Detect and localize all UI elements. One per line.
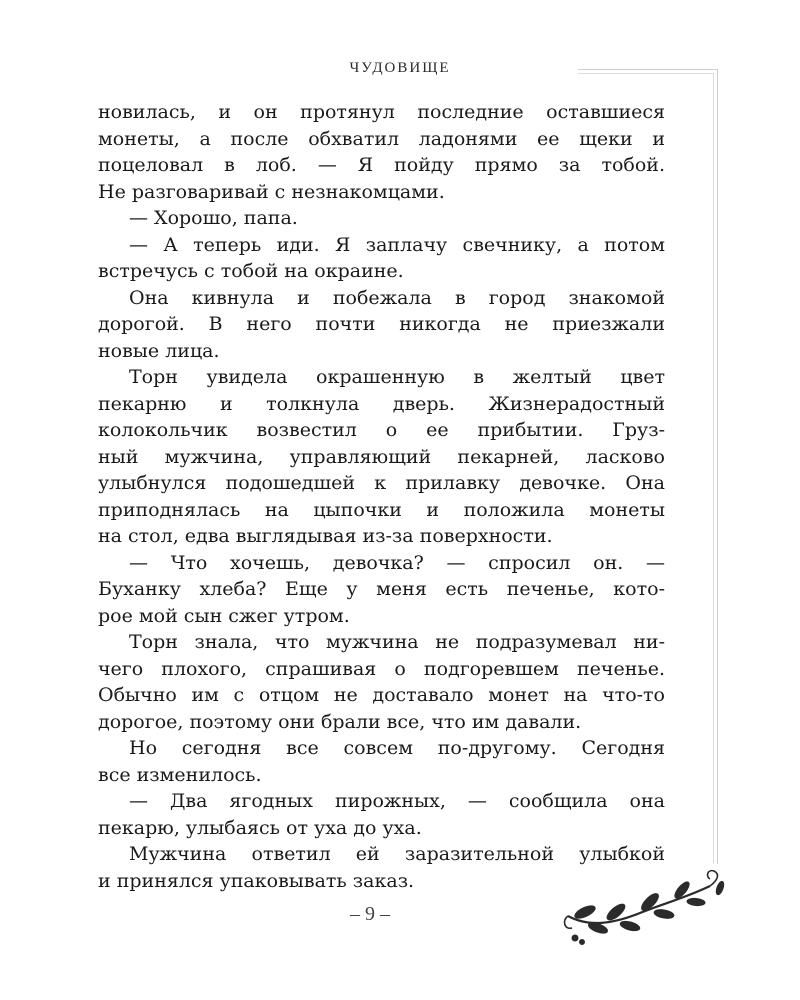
paragraph: Буханку хлеба? Еще у меня есть печенье, кото- bbox=[98, 578, 665, 600]
paragraph: дорогой. В него почти никогда не приезжали bbox=[98, 313, 665, 335]
paragraph: Мужчина ответил ей заразительной улыбкой bbox=[129, 843, 665, 865]
paragraph: и принялся упаковывать заказ. bbox=[98, 869, 415, 892]
paragraph: — Два ягодных пирожных, — сообщила она bbox=[129, 790, 665, 812]
paragraph: — Хорошо, папа. bbox=[129, 207, 298, 229]
paragraph: — А теперь иди. Я заплачу свечнику, а потом bbox=[129, 233, 665, 256]
frame-line-right-inner bbox=[713, 73, 714, 863]
paragraph: новилась, и он протянул последние оставшиеся монеты, а после обхватил ладонями ее щеки и поцеловал в лоб. — Я пойду прямо за тобой. bbox=[98, 101, 665, 176]
page-number: – 9 – bbox=[350, 903, 390, 925]
paragraph: улыбнулся подошедшей к прилавку девочке. Она bbox=[98, 472, 665, 494]
paragraph: приподнялась на цыпочки и положила монеты bbox=[98, 498, 665, 521]
paragraph: пекарню и толкнула дверь. Жизнерадостный bbox=[98, 392, 665, 415]
running-header: ЧУДОВИЩЕ bbox=[349, 60, 451, 76]
paragraph: Обычно им с отцом не доставало монет на что-то bbox=[98, 684, 665, 706]
paragraph: Торн знала, что мужчина не подразумевал ни- bbox=[129, 631, 665, 653]
paragraph: новые лица. bbox=[98, 339, 220, 362]
body-text bbox=[98, 99, 665, 894]
paragraph: рое мой сын сжег утром. bbox=[98, 604, 350, 627]
frame-line-top-inner bbox=[578, 73, 714, 74]
paragraph: чего плохого, спрашивая о подгоревшем печенье. bbox=[98, 657, 665, 680]
frame-line-top bbox=[578, 69, 718, 70]
paragraph: Не разговаривай с незнакомцами. bbox=[98, 180, 445, 203]
frame-line-right bbox=[717, 69, 718, 864]
paragraph: встречусь с тобой на окраине. bbox=[98, 260, 404, 282]
paragraph: все изменилось. bbox=[98, 763, 262, 786]
paragraph: Но сегодня все совсем по-другому. Сегодня bbox=[129, 737, 665, 759]
paragraph: — Что хочешь, девочка? — спросил он. — bbox=[129, 551, 665, 574]
paragraph: Торн увидела окрашенную в желтый цвет bbox=[129, 366, 665, 388]
paragraph: Она кивнула и побежала в город знакомой bbox=[129, 286, 665, 309]
paragraph: на стол, едва выглядывая из-за поверхности. bbox=[98, 525, 553, 547]
paragraph: ный мужчина, управляющий пекарней, ласково bbox=[98, 445, 665, 468]
paragraph: колокольчик возвестил о ее прибытии. Груз- bbox=[98, 419, 665, 441]
paragraph: пекарю, улыбаясь от уха до уха. bbox=[98, 816, 422, 839]
vine-ornament-icon bbox=[560, 868, 730, 948]
paragraph: дорогое, поэтому они брали все, что им давали. bbox=[98, 710, 582, 733]
